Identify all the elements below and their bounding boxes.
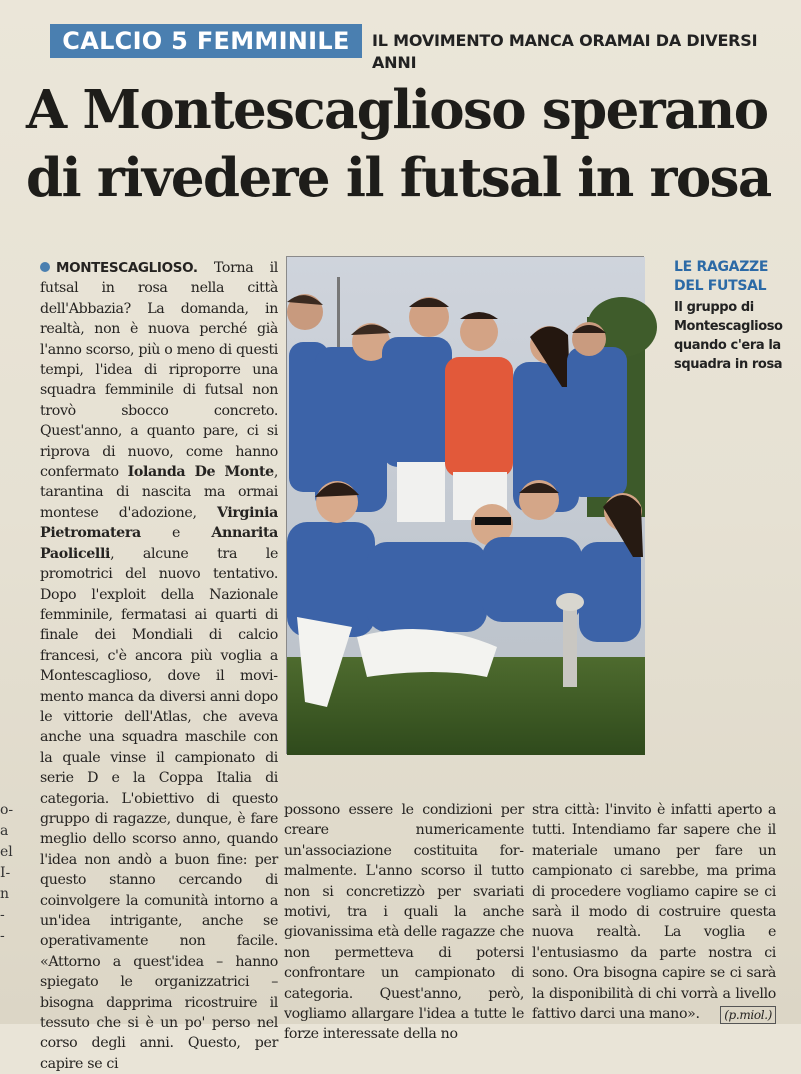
person-name: Iolanda De Monte bbox=[127, 464, 274, 481]
article-text: , tarantina di nascita ma ormai montese d'adozione, bbox=[40, 464, 278, 521]
edge-scrap-text: o- bbox=[0, 802, 14, 818]
article-text: Torna il futsal in rosa nella città dell'Abbazia? La domanda, in realtà, non è nuova perché già l'anno scorso, più o meno di questi tempi, l'idea di riproporre una squadra femminile di futsal non trovò sbocco concreto. Quest'anno, a quanto pare, ci si riprova di nuovo, come hanno confermato bbox=[40, 260, 278, 481]
caption-text: Il gruppo di Montescaglioso quando c'era la squadra in rosa bbox=[674, 300, 783, 372]
bullet-icon bbox=[40, 262, 50, 272]
headline-line-2: di rivedere il futsal in rosa bbox=[26, 147, 771, 209]
team-photo bbox=[286, 256, 644, 754]
edge-scrap-text: a bbox=[0, 823, 9, 839]
team-photo-image bbox=[287, 257, 645, 755]
edge-scrap-text: n bbox=[0, 886, 10, 902]
section-kicker: CALCIO 5 FEMMINILE bbox=[50, 24, 362, 58]
article-text: , alcune tra le promotrici del nuovo tentativo. Dopo l'exploit della Nazionale femminile, fermatasi ai quarti di finale dei Mondiali di calcio francesi, c'è ancora più voglia a Montescaglioso, dove il movimento manca da diversi anni dopo le vittorie dell'Atlas, che aveva anche una squadra maschile con la quale vinse il campionato di serie D e la Coppa Italia di categoria. L'obiettivo di questo gruppo di ragazze, dunque, è fare meglio dello scorso anno, quando l'idea non andò a buon fine: per questo stanno cercando di coinvolgere la comunità intorno a un'idea intrigante, anche se operativamente non facile. «Attorno a quest'idea – hanno spiegato le organizzatrici – bisogna dapprima ricostruire il tessuto che si è un po' perso nel corso degli anni. Questo, per capire se ci bbox=[40, 545, 278, 1072]
author-signature: (p.miol.) bbox=[720, 1006, 776, 1024]
kicker-tagline: IL MOVIMENTO MANCA ORAMAI DA DIVERSI ANNI bbox=[372, 31, 758, 72]
caption-title: LE RAGAZZE DEL FUTSAL bbox=[674, 259, 769, 294]
dateline: MONTESCAGLIOSO. bbox=[56, 260, 198, 276]
article-text: e bbox=[140, 525, 181, 542]
edge-scrap-text: el bbox=[0, 844, 13, 860]
article-text: possono essere le condizioni per creare numericamente un'associazione costituita formalmente. L'anno scorso il tutto non si concretizzò per svariati motivi, tra i quali la anche giovanissima età delle ragazze che non permetteva di potersi confrontare un campionato di categoria. Quest'anno, però, vogliamo allargare l'idea a tutte le forze interessate della no bbox=[284, 802, 524, 1043]
edge-scrap-text: - bbox=[0, 907, 5, 923]
person-name: Annarita Paolicelli bbox=[40, 525, 278, 562]
headline-line-1: A Montescaglioso sperano bbox=[26, 79, 768, 141]
article-column-1 bbox=[40, 258, 278, 1074]
person-name: Virginia Pietromatera bbox=[40, 504, 278, 542]
article-column-3 bbox=[532, 800, 776, 1024]
headline bbox=[26, 76, 786, 212]
article-column-2 bbox=[284, 800, 524, 1045]
previous-page-edge bbox=[0, 800, 18, 947]
edge-scrap-text: - bbox=[0, 928, 5, 944]
edge-scrap-text: I- bbox=[0, 865, 11, 881]
article-text: stra città: l'invito è infatti aperto a tutti. Intendiamo far sapere che il materiale umano per fare un campionato ci sarebbe, ma prima di procedere vogliamo capire se ci sarà il modo di costruire questa nuova realtà. La voglia e l'entusiasmo da parte nostra ci sono. Ora bisogna capire se ci sarà la disponibilità di chi vorrà a livello fattivo darci una mano». bbox=[532, 802, 776, 1023]
